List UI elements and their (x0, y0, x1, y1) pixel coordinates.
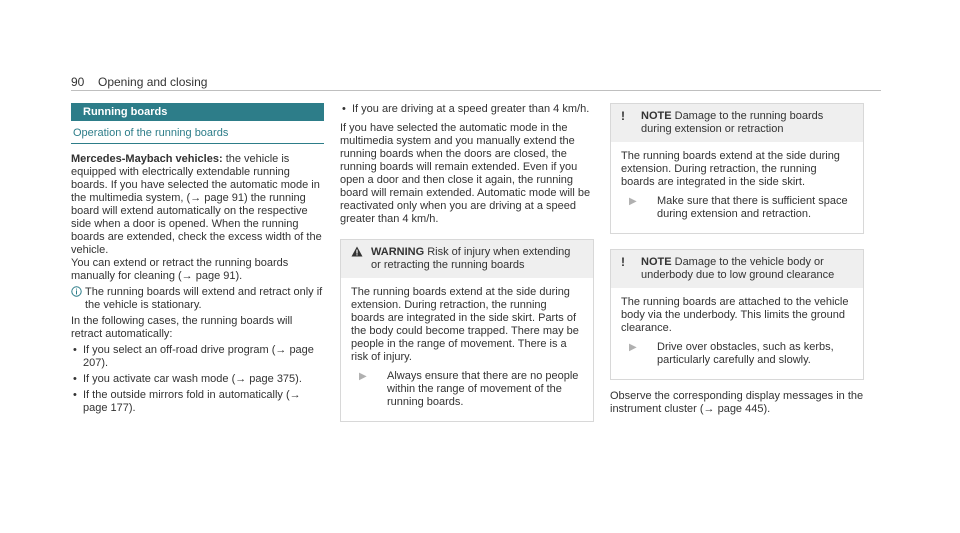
list-item-text: If you select an off-road drive program (→ page 207). (83, 344, 314, 369)
middle-column (340, 103, 594, 422)
page-number: 90 (71, 75, 85, 89)
intro-lead: Mercedes-Maybach vehicles: (71, 153, 223, 165)
right-column (610, 103, 864, 416)
warning-label: WARNING (371, 246, 425, 258)
list-item (71, 373, 324, 386)
warning-body: The running boards extend at the side during extension. During retraction, the running boards are integrated in the side skirt. Parts of the body could become trapped. There may be people in the range of movement. There is a risk of injury. (351, 286, 579, 363)
notice-icon: ! (621, 255, 625, 269)
notice-label: NOTE (641, 256, 672, 268)
notice-icon: ! (621, 109, 625, 123)
list-item-text: If the outside mirrors fold in automatically (→ page 177). (83, 389, 301, 414)
list-item-text: If you activate car wash mode (→ page 375). (83, 373, 302, 385)
info-icon (71, 286, 85, 312)
arrow-right-icon: ▶ (629, 196, 637, 207)
notice-box (610, 249, 864, 380)
notice-body: The running boards are attached to the vehicle body via the underbody. This limits the ground clearance. (621, 296, 849, 334)
closing-paragraph: Observe the corresponding display messages in the instrument cluster (→ page 445). (610, 390, 864, 415)
info-note-text: The running boards will extend and retract only if the vehicle is stationary. (85, 286, 323, 311)
arrow-right-icon: ▶ (629, 342, 637, 353)
warning-step (351, 370, 583, 409)
notice-title: Damage to the vehicle body or underbody due to low ground clearance (641, 256, 835, 281)
left-column (71, 103, 324, 415)
subheading: Operation of the running boards (71, 127, 324, 144)
section-title: Running boards (71, 103, 324, 121)
intro-paragraph (71, 153, 324, 257)
notice-step (621, 341, 853, 367)
warning-triangle-icon (351, 246, 371, 272)
notice-body: The running boards extend at the side during extension. During retraction, the running boards are integrated in the side skirt. (621, 150, 840, 188)
cases-intro: In the following cases, the running boards will retract automatically: (71, 315, 293, 340)
warning-box (340, 239, 594, 422)
notice-header (611, 250, 863, 288)
warning-title: Risk of injury when extending or retracting the running boards (371, 246, 571, 271)
notice-label: NOTE (641, 110, 672, 122)
running-header: Opening and closing (98, 75, 208, 89)
cleaning-paragraph: You can extend or retract the running boards manually for cleaning (→ page 91). (71, 257, 289, 282)
warning-header (341, 240, 593, 278)
notice-step-text: Drive over obstacles, such as kerbs, particularly carefully and slowly. (657, 341, 834, 366)
list-item-text: If you are driving at a speed greater than 4 km/h. (352, 103, 590, 115)
warning-step-text: Always ensure that there are no people within the range of movement of the running boards. (387, 370, 579, 408)
notice-box (610, 103, 864, 234)
arrow-right-icon: ▶ (359, 371, 367, 382)
notice-step-text: Make sure that there is sufficient space during extension and retraction. (657, 195, 848, 220)
intro-text: the vehicle is equipped with electrically extendable running boards. If you have selected the automatic mode in the multimedia system, (→ page 91) the running board will extend automatically on the respective side when a door is opened. When the running boards are extended, check the excess width of the vehicle. (71, 153, 322, 256)
header-divider (71, 90, 881, 91)
notice-title: Damage to the running boards during extension or retraction (641, 110, 824, 135)
notice-header (611, 104, 863, 142)
list-item (71, 344, 324, 370)
automatic-mode-paragraph: If you have selected the automatic mode in the multimedia system and you manually extend the running boards when the doors are closed, the running boards will remain extended. Even if you open a door and then close it again, the running board will remain extended. Automatic mode will be reactivated only when you are driving at a speed greater than 4 km/h. (340, 122, 591, 225)
info-note (71, 286, 324, 312)
notice-step (621, 195, 853, 221)
list-item (71, 389, 324, 415)
list-item (340, 103, 594, 116)
